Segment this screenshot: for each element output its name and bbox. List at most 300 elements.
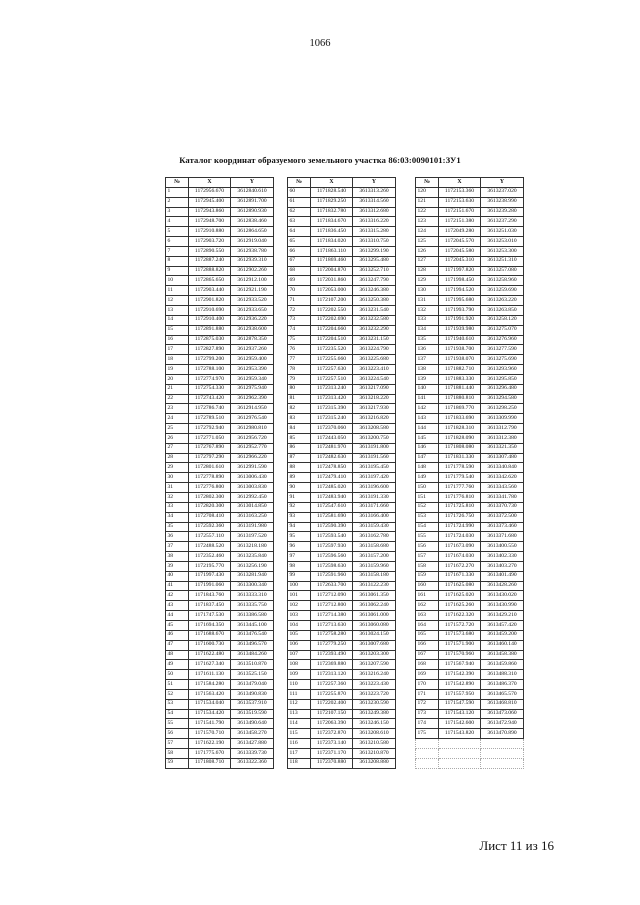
table-row [288,345,396,355]
point-number: 89 [288,473,311,483]
point-number: 10 [166,276,189,286]
point-number: 52 [166,689,189,699]
point-number: 12 [166,296,189,306]
point-number: 146 [416,443,439,453]
coordinate-x: 1171543.820 [439,729,481,739]
coordinate-y: 3612840.610 [231,187,274,197]
point-number: 54 [166,709,189,719]
coordinate-x: 1171573.680 [439,630,481,640]
table-row [166,601,274,611]
table-row [416,571,524,581]
point-number: 81 [288,394,311,404]
coordinate-x: 1171694.350 [189,620,231,630]
coordinate-y: 3613208.610 [353,729,396,739]
table-row [288,335,396,345]
coordinate-y: 3613231.540 [353,305,396,315]
coordinate-x: 1171724.990 [439,522,481,532]
coordinate-x: 1172910.690 [189,305,231,315]
coordinate-y: 3613316.220 [353,217,396,227]
empty-cell [481,739,524,749]
table-row [288,522,396,532]
coordinate-x: 1172393.490 [311,650,353,660]
point-number: 75 [288,335,311,345]
coordinate-y: 3613458.380 [481,650,524,660]
coordinate-x: 1171994.520 [439,286,481,296]
coordinate-x: 1172478.850 [311,463,353,473]
table-row [288,630,396,640]
coordinate-x: 1171881.440 [439,384,481,394]
point-number: 3 [166,207,189,217]
table-row [416,276,524,286]
table-row [166,483,274,493]
coordinate-x: 1172956.670 [189,187,231,197]
coordinate-x: 1172557.110 [189,532,231,542]
point-number: 95 [288,532,311,542]
table-row [166,246,274,256]
point-number: 47 [166,640,189,650]
table-row [288,758,396,768]
coordinate-x: 1171534.420 [189,709,231,719]
table-row [288,473,396,483]
coordinate-x: 1172483.940 [311,493,353,503]
coordinate-y: 3613200.750 [353,433,396,443]
coordinate-x: 1172774.970 [189,374,231,384]
table-row [416,463,524,473]
table-row [416,611,524,621]
point-number: 57 [166,739,189,749]
coordinate-y: 3612939.310 [231,256,274,266]
table-row [416,670,524,680]
point-number: 149 [416,473,439,483]
point-number: 120 [416,187,439,197]
coordinate-x: 1171557.950 [439,689,481,699]
point-number: 28 [166,453,189,463]
coordinate-y: 3612962.390 [231,394,274,404]
point-number: 15 [166,325,189,335]
coordinate-y: 3613296.480 [481,384,524,394]
coordinate-y: 3613191.560 [353,453,396,463]
coordinate-y: 3612933.650 [231,305,274,315]
table-row [416,355,524,365]
coordinate-y: 3613490.830 [231,689,274,699]
point-number: 39 [166,561,189,571]
coordinate-y: 3613401.490 [481,571,524,581]
coordinate-x: 1172633.700 [311,581,353,591]
point-number: 41 [166,581,189,591]
coordinate-y: 3613197.520 [231,532,274,542]
point-number: 167 [416,650,439,660]
point-number: 96 [288,542,311,552]
coordinate-x: 1172045.580 [439,246,481,256]
table-row [166,660,274,670]
coordinate-x: 1172045.310 [439,256,481,266]
table-row [166,305,274,315]
table-row [288,296,396,306]
coordinate-y: 3613479.040 [231,680,274,690]
coordinate-x: 1171625.020 [439,591,481,601]
coordinate-x: 1172485.020 [311,483,353,493]
point-number: 166 [416,640,439,650]
coordinate-x: 1171777.760 [439,483,481,493]
coordinate-x: 1171542.890 [439,680,481,690]
point-number: 101 [288,591,311,601]
coordinate-y: 3613370.730 [481,502,524,512]
coordinate-y: 3613232.580 [353,315,396,325]
coordinate-x: 1171831.330 [439,453,481,463]
coordinate-y: 3613163.250 [231,512,274,522]
coordinate-y: 3612864.650 [231,227,274,237]
coordinate-y: 3613258.120 [481,315,524,325]
coordinate-y: 3613371.680 [481,532,524,542]
coordinate-y: 3613476.540 [231,630,274,640]
table-row [166,256,274,266]
coordinate-y: 3613249.380 [353,709,396,719]
table-row [166,630,274,640]
coordinate-y: 3612956.720 [231,433,274,443]
table-row [416,620,524,630]
table-row [288,276,396,286]
table-row [288,394,396,404]
coordinate-y: 3613246.380 [353,286,396,296]
coordinate-y: 3613335.750 [231,601,274,611]
coordinate-x: 1171991.920 [439,315,481,325]
coordinate-y: 3613259.690 [481,286,524,296]
coordinate-y: 3612952.770 [231,443,274,453]
coordinate-x: 1172910.400 [189,315,231,325]
table-row [166,453,274,463]
point-number: 24 [166,414,189,424]
coordinate-y: 3613014.850 [231,502,274,512]
point-number: 30 [166,473,189,483]
coordinate-y: 3613225.680 [353,355,396,365]
point-number: 113 [288,709,311,719]
point-number: 86 [288,443,311,453]
coordinate-x: 1172371.170 [311,748,353,758]
coordinate-y: 3613340.840 [481,463,524,473]
table-row [166,266,274,276]
table-row [416,384,524,394]
coordinate-y: 3613484.260 [231,650,274,660]
table-row [416,266,524,276]
point-number: 68 [288,266,311,276]
coordinate-x: 1171542.390 [439,670,481,680]
table-row [288,384,396,394]
point-number: 27 [166,443,189,453]
coordinate-y: 3613207.590 [353,660,396,670]
table-row [288,227,396,237]
point-number: 91 [288,493,311,503]
point-number: 20 [166,374,189,384]
coordinate-y: 3613299.190 [353,246,396,256]
table-row [416,305,524,315]
coordinate-x: 1172373.140 [311,739,353,749]
coordinate-y: 3613252.710 [353,266,396,276]
coordinate-y: 3612953.390 [231,365,274,375]
coordinate-y: 3613307.480 [481,453,524,463]
coordinate-y: 3613223.410 [353,365,396,375]
point-number: 135 [416,335,439,345]
coordinate-y: 3612838.460 [231,217,274,227]
table-row [288,256,396,266]
point-number: 143 [416,414,439,424]
coordinate-x: 1172482.630 [311,453,353,463]
table-body [166,187,274,768]
table-row [288,680,396,690]
coordinate-x: 1171828.090 [439,433,481,443]
coordinate-y: 3613250.380 [353,296,396,306]
coordinate-x: 1171725.810 [439,502,481,512]
table-row [416,365,524,375]
table-row [416,729,524,739]
table-header-row [416,178,524,188]
coordinate-y: 3613191.800 [353,443,396,453]
point-number: 162 [416,601,439,611]
coordinate-x: 1171567.940 [439,660,481,670]
point-number: 19 [166,365,189,375]
table-row [288,571,396,581]
point-number: 123 [416,217,439,227]
table-row [166,384,274,394]
point-number: 152 [416,502,439,512]
coordinate-y: 3612921.190 [231,286,274,296]
table-row [288,581,396,591]
coordinate-y: 3612938.600 [231,325,274,335]
table-header-row [166,178,274,188]
table-row [288,286,396,296]
coordinate-x: 1172313.420 [311,394,353,404]
point-number: 132 [416,305,439,315]
column-header-number: № [416,178,439,188]
coordinate-y: 3613246.150 [353,719,396,729]
point-number: 92 [288,502,311,512]
point-number: 17 [166,345,189,355]
coordinate-y: 3613210.580 [353,739,396,749]
coordinate-y: 3613488.310 [481,670,524,680]
coordinate-y: 3613224.790 [353,345,396,355]
coordinate-y: 3613197.420 [353,473,396,483]
table-row [416,443,524,453]
coordinate-x: 1172313.120 [311,670,353,680]
table-row [416,581,524,591]
coordinate-y: 3613253.300 [481,246,524,256]
table-row [288,414,396,424]
coordinate-x: 1172802.300 [189,493,231,503]
point-number: 130 [416,286,439,296]
point-number: 8 [166,256,189,266]
coordinate-y: 3613373.460 [481,522,524,532]
coordinate-x: 1172801.610 [189,463,231,473]
coordinate-x: 1172786.740 [189,404,231,414]
table-row [416,552,524,562]
coordinate-y: 3612980.810 [231,424,274,434]
table-row [166,640,274,650]
coordinate-y: 3613333.310 [231,591,274,601]
coordinate-table-3 [415,177,524,769]
point-number: 138 [416,365,439,375]
table-row [166,581,274,591]
coordinate-x: 1171572.720 [439,620,481,630]
coordinate-x: 1171834.670 [311,217,353,227]
coordinate-y: 3613061.350 [353,591,396,601]
coordinate-x: 1171828.540 [311,187,353,197]
coordinate-y: 3613061.000 [353,611,396,621]
point-number: 65 [288,237,311,247]
point-number: 46 [166,630,189,640]
point-number: 164 [416,620,439,630]
point-number: 38 [166,552,189,562]
point-number: 110 [288,680,311,690]
coordinate-x: 1171671.330 [439,571,481,581]
coordinate-x: 1172255.870 [311,689,353,699]
coordinate-x: 1171622.190 [189,739,231,749]
point-number: 58 [166,748,189,758]
coordinate-y: 3613275.070 [481,325,524,335]
table-row [416,493,524,503]
table-row [416,689,524,699]
coordinate-y: 3613251.310 [481,256,524,266]
table-row [416,542,524,552]
point-number: 62 [288,207,311,217]
coordinate-y: 3613525.150 [231,670,274,680]
table-row [166,552,274,562]
empty-cell [439,758,481,768]
coordinate-x: 1171688.670 [189,630,231,640]
coordinate-y: 3613216.820 [353,414,396,424]
coordinate-x: 1172799.200 [189,355,231,365]
coordinate-y: 3613158.180 [353,571,396,581]
point-number: 64 [288,227,311,237]
coordinate-y: 3612992.450 [231,493,274,503]
point-number: 131 [416,296,439,306]
coordinate-x: 1171882.710 [439,365,481,375]
coordinate-x: 1172903.440 [189,286,231,296]
coordinate-x: 1171726.750 [439,512,481,522]
coordinate-x: 1172479.410 [311,473,353,483]
table-row [416,325,524,335]
coordinate-y: 3613322.360 [231,758,274,768]
table-row [166,414,274,424]
coordinate-x: 1172945.400 [189,197,231,207]
coordinate-y: 3613235.840 [231,552,274,562]
coordinate-table-1 [165,177,274,769]
coordinate-x: 1171938.070 [439,355,481,365]
point-number: 145 [416,433,439,443]
point-number: 42 [166,591,189,601]
coordinate-y: 3612959.400 [231,355,274,365]
coordinate-y: 3613314.560 [353,197,396,207]
point-number: 97 [288,552,311,562]
table-row [166,571,274,581]
table-row [166,424,274,434]
coordinate-y: 3613256.190 [231,561,274,571]
table-row [288,424,396,434]
table-row [288,305,396,315]
table-row [416,335,524,345]
empty-cell [439,739,481,749]
coordinate-y: 3613313.260 [353,187,396,197]
coordinate-y: 3613402.330 [481,552,524,562]
coordinate-x: 1171995.680 [439,296,481,306]
coordinate-x: 1171997.430 [189,571,231,581]
column-header-x: X [189,178,231,188]
point-number: 160 [416,581,439,591]
point-number: 100 [288,581,311,591]
point-number: 102 [288,601,311,611]
coordinate-y: 3613315.280 [353,227,396,237]
coordinate-y: 3612890.930 [231,207,274,217]
coordinate-x: 1171834.020 [311,237,353,247]
coordinate-y: 3613312.790 [481,424,524,434]
point-number: 114 [288,719,311,729]
table-row [288,325,396,335]
coordinate-y: 3613458.270 [231,729,274,739]
coordinate-y: 3613157.200 [353,552,396,562]
coordinate-y: 3612933.520 [231,296,274,306]
table-row [416,591,524,601]
coordinate-y: 3613459.860 [481,660,524,670]
column-header-y: Y [481,178,524,188]
coordinate-y: 3613457.420 [481,620,524,630]
point-number: 85 [288,433,311,443]
table-row [416,286,524,296]
point-number: 151 [416,493,439,503]
table-row [416,237,524,247]
point-number: 2 [166,197,189,207]
table-row [416,217,524,227]
table-row [166,522,274,532]
table-row [416,502,524,512]
table-row [166,433,274,443]
point-number: 44 [166,611,189,621]
coordinate-x: 1172053.000 [311,286,353,296]
coordinate-y: 3613400.550 [481,542,524,552]
coordinate-x: 1172257.360 [311,680,353,690]
coordinate-y: 3613277.590 [481,345,524,355]
sheet-counter: Лист 11 из 16 [479,838,554,853]
empty-cell [481,748,524,758]
point-number: 124 [416,227,439,237]
coordinate-x: 1172202.550 [311,305,353,315]
table-row [288,483,396,493]
coordinate-x: 1172372.870 [311,729,353,739]
coordinate-y: 3613224.540 [353,374,396,384]
point-number: 4 [166,217,189,227]
point-number: 5 [166,227,189,237]
table-row [166,620,274,630]
coordinate-x: 1172591.960 [311,571,353,581]
coordinate-y: 3613007.680 [353,640,396,650]
coordinate-x: 1171724.030 [439,532,481,542]
table-row [288,709,396,719]
point-number: 11 [166,286,189,296]
table-row [166,187,274,197]
coordinate-x: 1172788.100 [189,365,231,375]
column-header-number: № [166,178,189,188]
table-row [166,611,274,621]
coordinate-x: 1171808.080 [439,443,481,453]
point-number: 59 [166,758,189,768]
coordinate-x: 1172596.560 [311,552,353,562]
coordinate-y: 3613171.660 [353,502,396,512]
coordinate-x: 1171869.460 [311,256,353,266]
coordinate-x: 1172771.050 [189,433,231,443]
coordinate-y: 3613294.580 [481,394,524,404]
point-number: 71 [288,296,311,306]
point-number: 134 [416,325,439,335]
point-number: 36 [166,532,189,542]
coordinate-x: 1171547.590 [439,699,481,709]
point-number: 173 [416,709,439,719]
